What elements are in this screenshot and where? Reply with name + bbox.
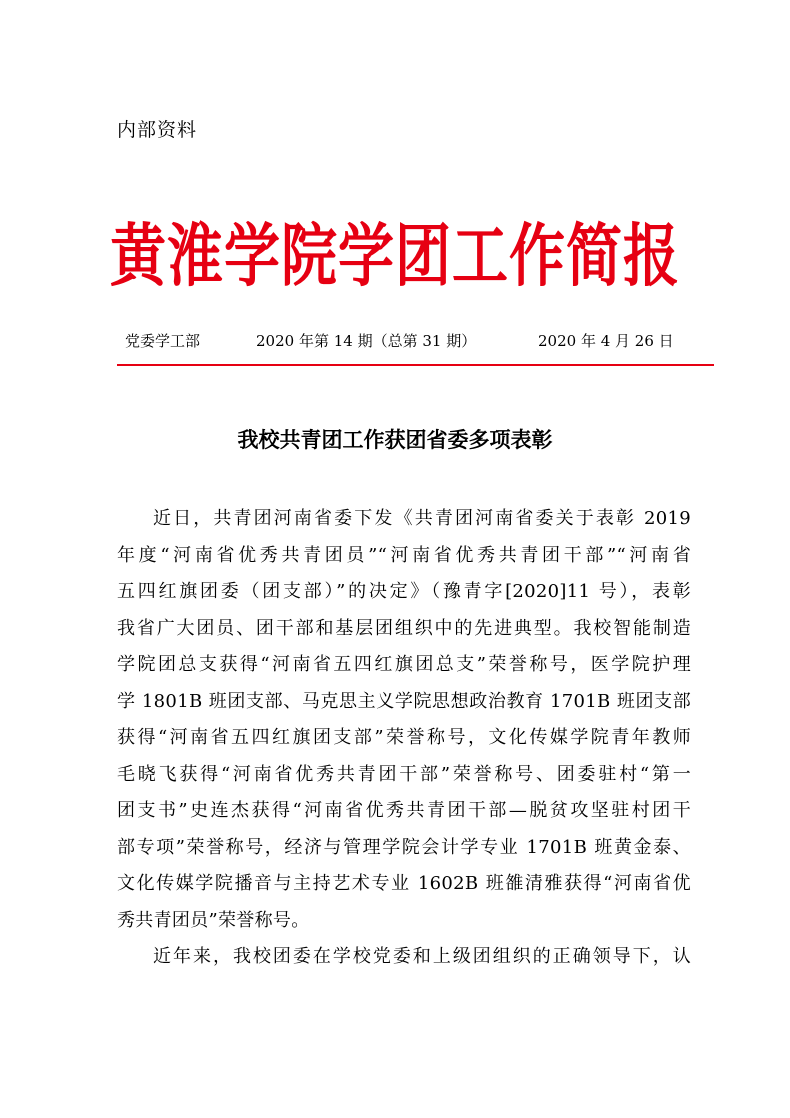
article-title: 我校共青团工作获团省委多项表彰: [237, 427, 553, 452]
body-line: 我省广大团员、团干部和基层团组织中的先进典型。我校智能制造: [117, 617, 691, 639]
body-line: 秀共青团员”荣誉称号。: [117, 909, 310, 931]
body-line: 文化传媒学院播音与主持艺术专业 1602B 班雒清雅获得“河南省优: [117, 873, 691, 894]
issuer-label: 党委学工部: [125, 332, 201, 350]
issue-date: 2020 年 4 月 26 日: [538, 332, 674, 350]
body-line: 年度“河南省优秀共青团员”“河南省优秀共青团干部”“河南省: [117, 544, 691, 566]
body-line: 五四红旗团委（团支部）”的决定》（豫青字[2020]11 号），表彰: [117, 581, 691, 602]
paragraph-2: [117, 939, 691, 976]
body-line: 团支书”史连杰获得“河南省优秀共青团干部—脱贫攻坚驻村团干: [117, 800, 691, 821]
classification-label: 内部资料: [117, 119, 198, 141]
masthead-rule: [117, 364, 714, 366]
body-line: 近日，共青团河南省委下发《共青团河南省委关于表彰 2019: [153, 508, 691, 529]
body-line: 近年来，我校团委在学校党委和上级团组织的正确领导下，认: [153, 946, 691, 967]
masthead-title: 黄淮学院学团工作简报: [110, 216, 680, 297]
paragraph-1: [117, 501, 691, 939]
body-line: 学院团总支获得“河南省五四红旗团总支”荣誉称号，医学院护理: [117, 654, 691, 675]
body-line: 毛晓飞获得“河南省优秀共青团干部”荣誉称号、团委驻村“第一: [117, 763, 691, 785]
issue-line: [125, 331, 695, 411]
article-body: [117, 501, 691, 976]
issue-number: 2020 年第 14 期（总第 31 期）: [256, 332, 477, 350]
body-line: 获得“河南省五四红旗团支部”荣誉称号，文化传媒学院青年教师: [117, 727, 691, 748]
body-line: 学 1801B 班团支部、马克思主义学院思想政治教育 1701B 班团支部: [117, 690, 691, 712]
body-line: 部专项”荣誉称号，经济与管理学院会计学专业 1701B 班黄金泰、: [117, 836, 691, 858]
